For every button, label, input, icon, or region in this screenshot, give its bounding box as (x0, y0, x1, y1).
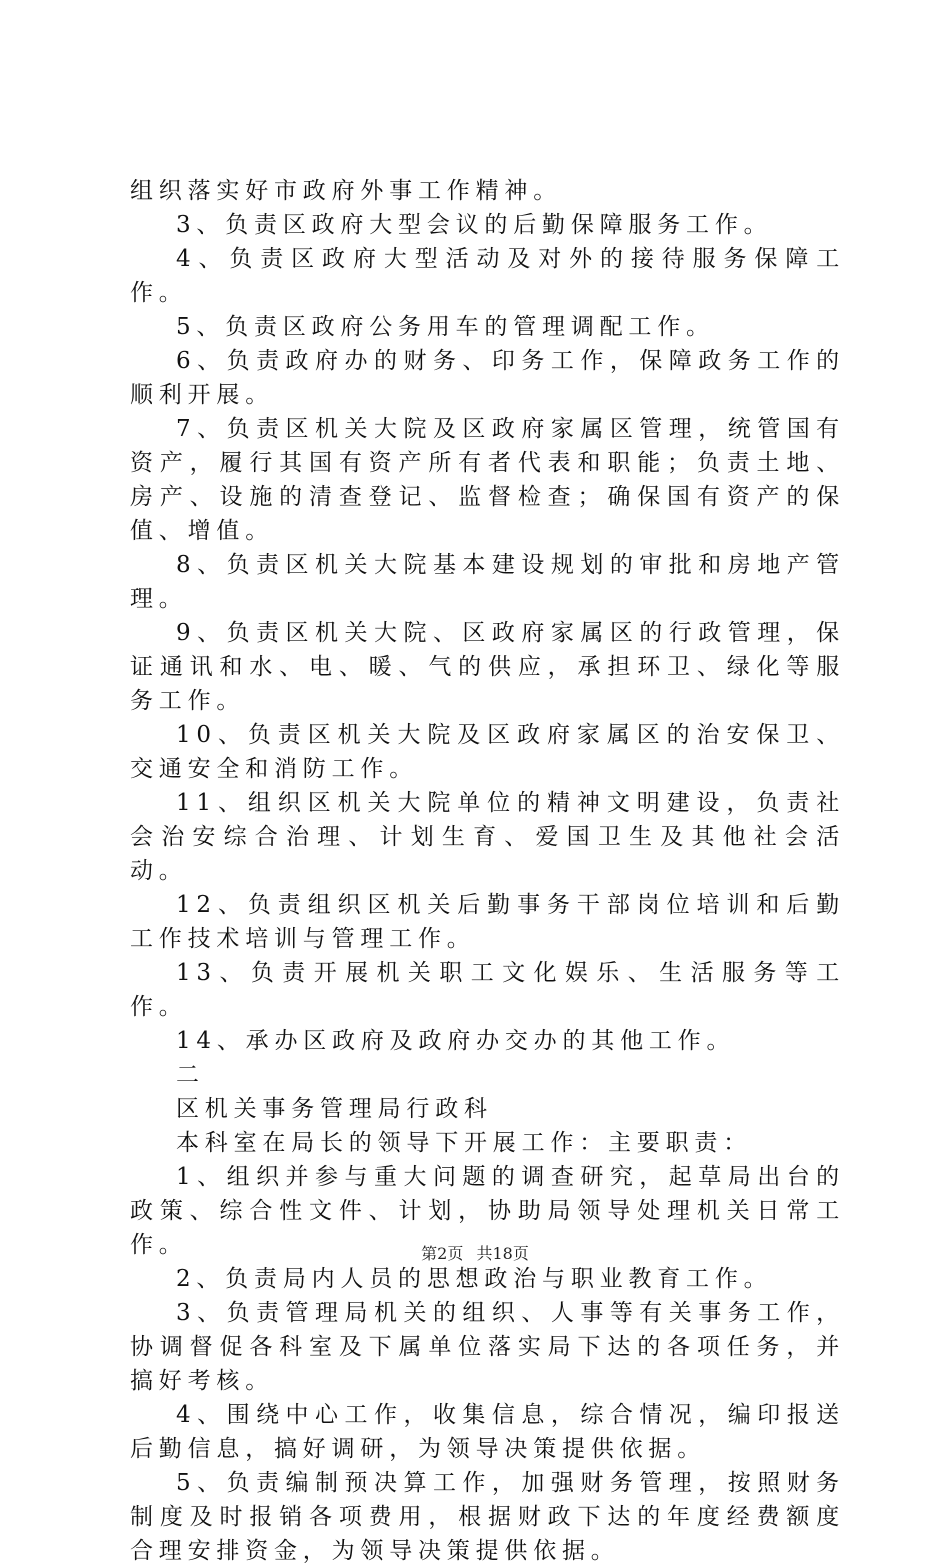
section-number: 二 (176, 1062, 205, 1088)
paragraph: 3、负责管理局机关的组织、人事等有关事务工作，协调督促各科室及下属单位落实局下达的各项任务，并搞好考核。 (130, 1300, 845, 1394)
paragraph: 8、负责区机关大院基本建设规划的审批和房地产管理。 (130, 552, 845, 612)
paragraph: 2、负责局内人员的思想政治与职业教育工作。 (176, 1266, 773, 1292)
paragraph: 本科室在局长的领导下开展工作：主要职责： (176, 1130, 752, 1156)
paragraph: 6、负责政府办的财务、印务工作，保障政务工作的顺利开展。 (130, 348, 845, 408)
paragraph: 5、负责编制预决算工作，加强财务管理，按照财务制度及时报销各项费用，根据财政下达的年度经费额度合理安排资金，为领导决策提供依据。 (130, 1470, 845, 1564)
paragraph: 5、负责区政府公务用车的管理调配工作。 (176, 314, 715, 340)
page-number: 第2页 (421, 1244, 464, 1263)
section-heading: 区机关事务管理局行政科 (176, 1096, 493, 1122)
paragraph: 1、组织并参与重大问题的调查研究，起草局出台的政策、综合性文件、计划，协助局领导处理机关日常工作。 (130, 1164, 845, 1258)
page-footer (0, 1241, 950, 1264)
paragraph: 4、负责区政府大型活动及对外的接待服务保障工作。 (130, 246, 845, 306)
paragraph: 12、负责组织区机关后勤事务干部岗位培训和后勤工作技术培训与管理工作。 (130, 892, 845, 952)
paragraph: 组织落实好市政府外事工作精神。 (130, 178, 562, 204)
paragraph: 9、负责区机关大院、区政府家属区的行政管理，保证通讯和水、电、暖、气的供应，承担环卫、绿化等服务工作。 (130, 620, 845, 714)
document-body (130, 174, 845, 1568)
paragraph: 4、围绕中心工作，收集信息，综合情况，编印报送后勤信息，搞好调研，为领导决策提供依据。 (130, 1402, 845, 1462)
paragraph: 13、负责开展机关职工文化娱乐、生活服务等工作。 (130, 960, 845, 1020)
paragraph: 3、负责区政府大型会议的后勤保障服务工作。 (176, 212, 773, 238)
paragraph: 10、负责区机关大院及区政府家属区的治安保卫、交通安全和消防工作。 (130, 722, 845, 782)
page-total: 共18页 (476, 1244, 529, 1263)
paragraph: 7、负责区机关大院及区政府家属区管理，统管国有资产，履行其国有资产所有者代表和职能；负责土地、房产、设施的清查登记、监督检查；确保国有资产的保值、增值。 (130, 416, 845, 544)
paragraph: 11、组织区机关大院单位的精神文明建设，负责社会治安综合治理、计划生育、爱国卫生及其他社会活动。 (130, 790, 845, 884)
paragraph: 14、承办区政府及政府办交办的其他工作。 (176, 1028, 736, 1054)
